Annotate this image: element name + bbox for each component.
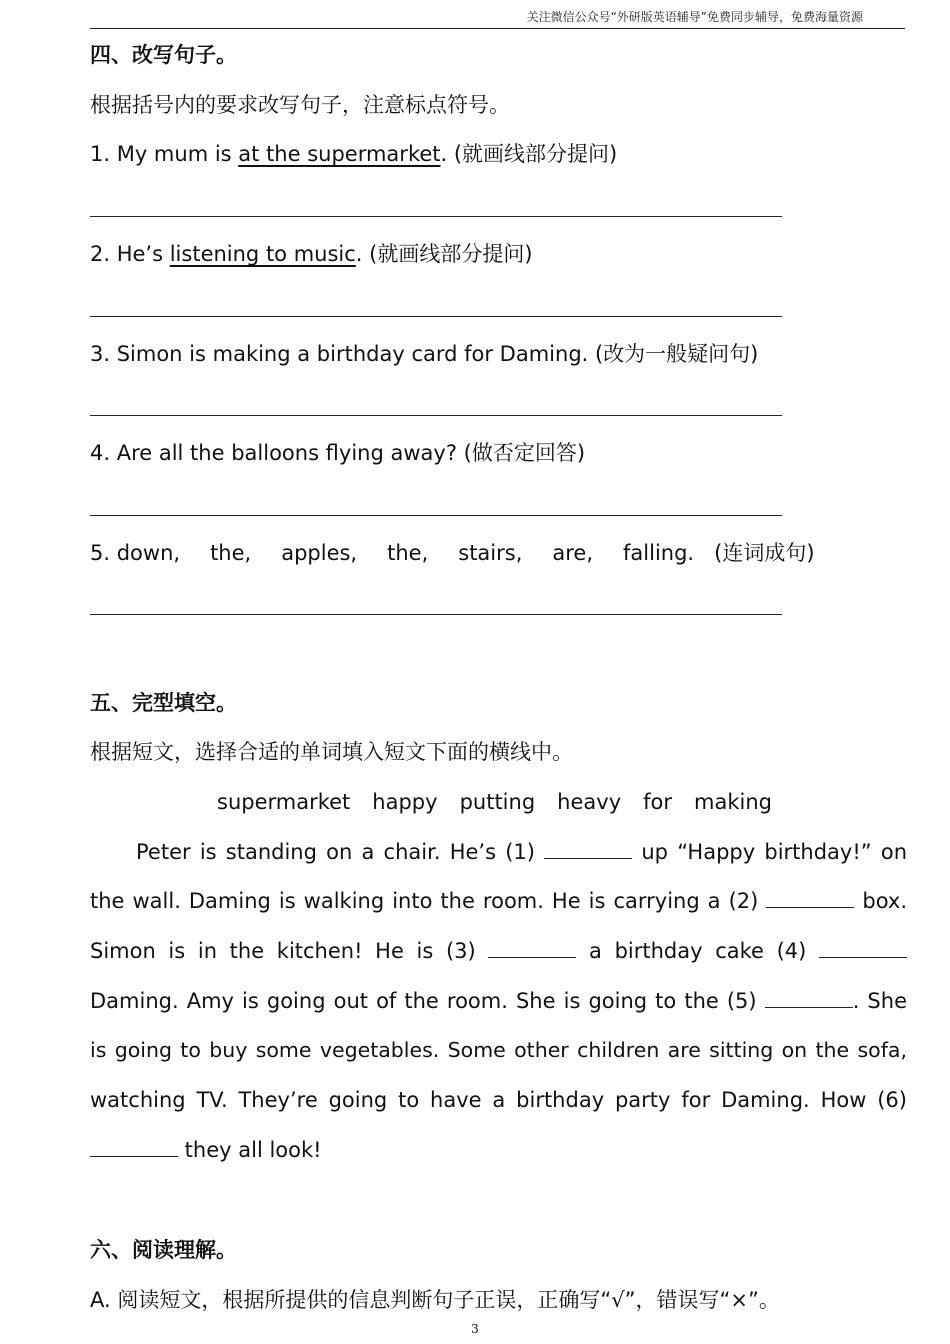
answer-line-5[interactable] xyxy=(90,614,782,615)
q5-word: the, xyxy=(210,541,252,565)
q1-underlined: at the supermarket xyxy=(238,142,441,166)
q2-pre: 2. He’s xyxy=(90,242,170,266)
passage-line-3: Simon is in the kitchen! He is (3) a birthday cake (4) xyxy=(90,936,907,966)
section-4-title: 四、改写句子。 xyxy=(90,43,237,67)
blank-2[interactable] xyxy=(766,889,854,908)
passage-line-4: Daming. Amy is going out of the room. She is going to the (5) . She xyxy=(90,989,907,1013)
answer-line-4[interactable] xyxy=(90,515,782,516)
section-4-instruction: 根据括号内的要求改写句子，注意标点符号。 xyxy=(90,93,510,117)
blank-5[interactable] xyxy=(765,989,853,1008)
q5-word: 5. down, xyxy=(90,541,181,565)
q5-word: apples, xyxy=(281,541,358,565)
question-4: 4. Are all the balloons flying away? (做否定回答) xyxy=(90,441,586,465)
word-bank-item: putting xyxy=(459,790,536,814)
question-3: 3. Simon is making a birthday card for Daming. (改为一般疑问句) xyxy=(90,342,759,366)
q2-underlined: listening to music xyxy=(169,242,356,266)
answer-line-3[interactable] xyxy=(90,415,782,416)
answer-line-1[interactable] xyxy=(90,216,782,217)
section-5-title: 五、完型填空。 xyxy=(90,691,237,715)
word-bank-item: happy xyxy=(372,790,438,814)
q5-word: are, xyxy=(552,541,594,565)
q1-pre: 1. My mum is xyxy=(90,142,239,166)
section-6-instruction: A. 阅读短文，根据所提供的信息判断句子正误，正确写“√”，错误写“×”。 xyxy=(90,1288,780,1312)
word-bank-item: heavy xyxy=(557,790,622,814)
passage-line-2: the wall. Daming is walking into the room. He is carrying a (2) box. xyxy=(90,889,907,913)
word-bank-item: for xyxy=(643,790,673,814)
section-6-title: 六、阅读理解。 xyxy=(90,1238,237,1262)
passage-line-7: they all look! xyxy=(90,1135,322,1165)
q1-post: . (就画线部分提问) xyxy=(440,142,618,166)
section-5-instruction: 根据短文，选择合适的单词填入短文下面的横线中。 xyxy=(90,740,573,764)
page-number: 3 xyxy=(471,1322,479,1336)
word-bank-item: supermarket xyxy=(217,790,351,814)
passage-line-1: Peter is standing on a chair. He’s (1) up “Happy birthday!” on xyxy=(136,840,908,864)
answer-line-2[interactable] xyxy=(90,316,782,317)
q5-instruction: (连词成句) xyxy=(714,541,815,565)
q5-word: the, xyxy=(387,541,429,565)
page-header xyxy=(90,8,905,29)
passage-line-6: watching TV. They’re going to have a birthday party for Daming. How (6) xyxy=(90,1088,907,1112)
question-2 xyxy=(90,239,533,269)
q5-word: falling. xyxy=(623,541,695,565)
question-1 xyxy=(90,139,617,169)
word-bank xyxy=(217,787,772,817)
q2-post: . (就画线部分提问) xyxy=(355,242,533,266)
header-notice: 关注微信公众号“外研版英语辅导”免费同步辅导，免费海量资源 xyxy=(526,10,863,24)
blank-6[interactable] xyxy=(90,1138,178,1157)
q5-word: stairs, xyxy=(458,541,523,565)
blank-1[interactable] xyxy=(544,840,632,859)
word-bank-item: making xyxy=(694,790,772,814)
blank-3[interactable] xyxy=(488,939,576,958)
passage-line-5: is going to buy some vegetables. Some other children are sitting on the sofa, xyxy=(90,1038,907,1062)
question-5 xyxy=(90,538,815,568)
blank-4[interactable] xyxy=(819,939,907,958)
